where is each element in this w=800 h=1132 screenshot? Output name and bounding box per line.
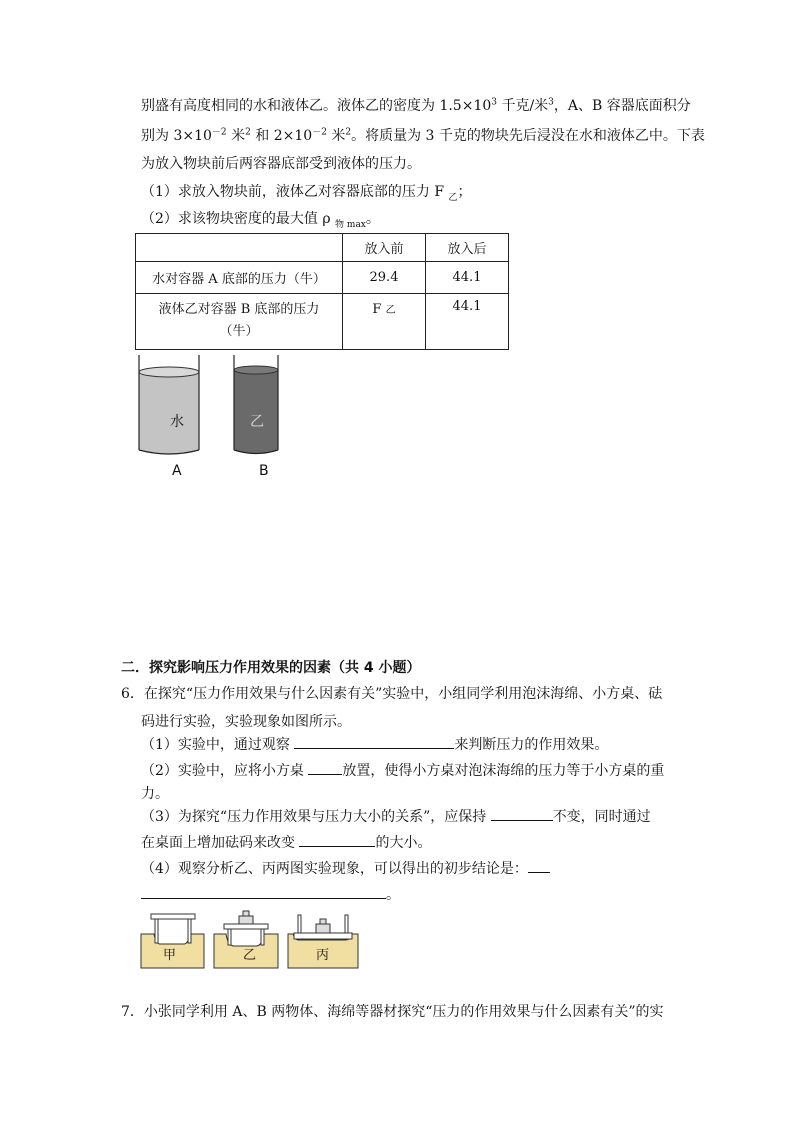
p5-line2-text-b: 米 (226, 128, 246, 144)
figure-label-bing: 丙 (316, 948, 330, 963)
p5-line1-sup: 3 (491, 97, 497, 108)
p6-q2-continued: 力。 (141, 786, 169, 802)
p5-line2-sup3: －2 (312, 127, 327, 138)
figure-label-jia: 甲 (163, 948, 177, 963)
container-b-label: B (259, 463, 269, 479)
p5-line3: 为放入物块前后两容器底部受到液体的压力。 (141, 156, 421, 172)
p5-q2-text: （2）求该物块密度的最大值 ρ (141, 211, 336, 227)
p6-q2-end: 放置，使得小方桌对泡沫海绵的压力等于小方桌的重 (342, 763, 665, 779)
p6-q3-continued (141, 832, 431, 853)
p6-q4-end: 。 (386, 887, 400, 903)
p6-question-1 (141, 734, 608, 755)
p6-q4-text: （4）观察分析乙、丙两图实验现象，可以得出的初步结论是： (141, 861, 528, 877)
p6-q3-end: 不变，同时通过 (552, 809, 651, 825)
p5-line1-sup2: 3 (548, 97, 554, 108)
table-cell-label (136, 294, 343, 350)
p6-q3-cont-text: 在桌面上增加砝码来改变 (141, 835, 295, 851)
p6-question-4 (141, 858, 550, 879)
container-b (234, 355, 278, 454)
p5-line1-text-c: ，A、B 容器底面积分 (553, 98, 691, 114)
table-header-cell: 放入前 (343, 234, 426, 262)
container-a-liquid-label: 水 (170, 414, 184, 430)
table-f-symbol: F (372, 302, 386, 317)
water-surface (139, 367, 199, 377)
p5-line2-sup4: 2 (345, 127, 352, 138)
figure-label-yi: 乙 (243, 948, 257, 963)
table-row (136, 262, 509, 294)
p6-q3-text: （3）为探究“压力作用效果与压力大小的关系”，应保持 (141, 809, 487, 825)
p6-q2-text: （2）实验中，应将小方桌 (141, 763, 304, 779)
pressure-table (135, 233, 509, 350)
p5-line2-sup2: 2 (245, 127, 251, 138)
liquid-b-surface (234, 366, 278, 374)
liquid-b (234, 370, 278, 450)
answer-blank-4[interactable] (299, 832, 375, 847)
p5-line2-sup: －2 (211, 127, 227, 138)
water-liquid (139, 372, 199, 450)
p6-q3-cont-end: 的大小。 (375, 835, 432, 851)
p5-q2-end: 。 (365, 211, 380, 227)
answer-blank-1[interactable] (294, 734, 454, 749)
p5-q1-end: ； (457, 184, 472, 200)
p5-line2 (141, 126, 705, 146)
p5-q1-text: （1）求放入物块前，液体乙对容器底部的压力 F (141, 184, 449, 200)
answer-blank-2[interactable] (308, 760, 342, 775)
p6-q4-line2 (141, 884, 400, 905)
answer-blank-3[interactable] (491, 806, 553, 821)
table-cell-value: 29.4 (343, 262, 426, 294)
table-cell-value: 44.1 (426, 294, 509, 350)
section-title: 二．探究影响压力作用效果的因素（共 4 小题） (121, 660, 421, 676)
p5-q1-sub: 乙 (448, 192, 458, 203)
table-row (136, 294, 509, 350)
table-f-sub: 乙 (385, 305, 396, 316)
container-b-liquid-label: 乙 (250, 414, 264, 430)
p5-line2-text-e: 。将质量为 3 千克的物块先后浸没在水和液体乙中。下表 (351, 128, 705, 144)
p6-line2: 码进行实验，实验现象如图所示。 (141, 714, 351, 730)
p6-q1-text: （1）实验中，通过观察 (141, 737, 290, 753)
p5-line2-text-a: 别为 3×10 (141, 128, 212, 144)
answer-blank-5b[interactable] (141, 884, 386, 899)
table-cell-value (343, 294, 426, 350)
p7-line1: 7．小张同学利用 A、B 两物体、海绵等器材探究“压力的作用效果与什么因素有关”的实 (121, 1004, 664, 1020)
answer-blank-5a[interactable] (528, 858, 550, 873)
table-header-cell (136, 234, 343, 262)
containers-figure (133, 350, 293, 485)
p5-line2-text-d: 米 (326, 128, 346, 144)
p6-q1-end: 来判断压力的作用效果。 (454, 737, 609, 753)
table-cell-label: 水对容器 A 底部的压力（牛） (136, 262, 343, 294)
p6-question-3 (141, 806, 651, 827)
table-label-line1: 液体乙对容器 B 底部的压力 (158, 302, 320, 317)
table-label-line2: （牛） (219, 324, 259, 339)
table-header-row (136, 234, 509, 262)
p5-q2-sub: 物 max (335, 219, 366, 230)
p5-line1-text-a: 别盛有高度相同的水和液体乙。液体乙的密度为 1.5×10 (141, 98, 492, 114)
p5-question-1 (141, 182, 472, 202)
p6-line1: 6．在探究“压力作用效果与什么因素有关”实验中，小组同学利用泡沫海绵、小方桌、砝 (121, 686, 663, 702)
p5-line1-text-b: 千克/米 (497, 98, 549, 114)
table-cell-value: 44.1 (426, 262, 509, 294)
container-a-label: A (172, 463, 182, 479)
table-header-cell: 放入后 (426, 234, 509, 262)
p5-line1 (141, 96, 691, 116)
container-a (139, 355, 199, 454)
p5-line2-text-c: 和 2×10 (250, 128, 313, 144)
p5-question-2 (141, 209, 380, 229)
p6-question-2 (141, 760, 664, 781)
